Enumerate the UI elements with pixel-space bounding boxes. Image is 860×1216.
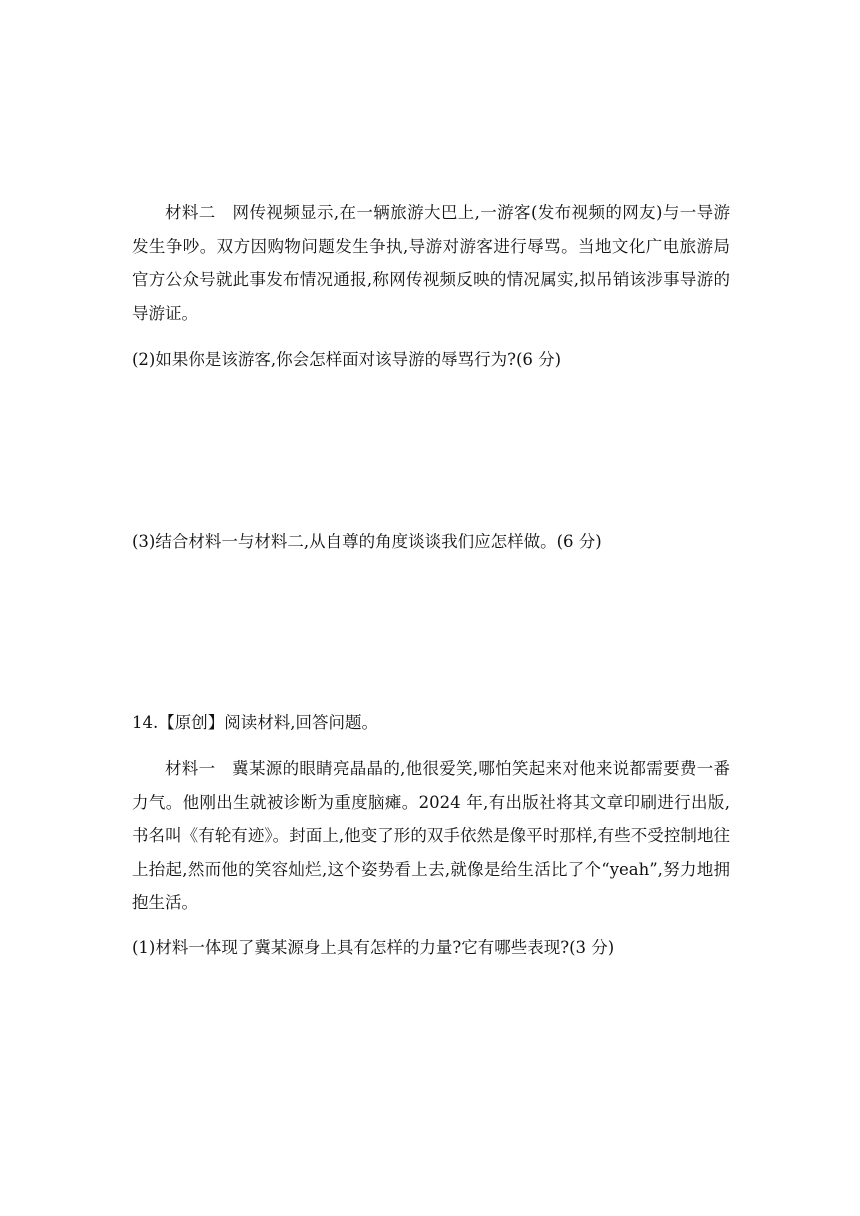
material-one-label: 材料一 — [165, 759, 216, 778]
material-two-text: 网传视频显示,在一辆旅游大巴上,一游客(发布视频的网友)与一导游发生争吵。双方因购物问题发生争执,导游对游客进行辱骂。当地文化广电旅游局官方公众号就此事发布情况通报,称网传视频反映的情况属实,拟吊销该涉事导游的导游证。 — [132, 203, 730, 323]
question-2: (2)如果你是该游客,你会怎样面对该导游的辱骂行为?(6 分) — [132, 350, 562, 369]
question-14-1: (1)材料一体现了冀某源身上具有怎样的力量?它有哪些表现?(3 分) — [132, 938, 615, 957]
material-one-text: 冀某源的眼睛亮晶晶的,他很爱笑,哪怕笑起来对他来说都需要费一番力气。他刚出生就被诊断为重度脑瘫。2024 年,有出版社将其文章印刷进行出版,书名叫《有轮有迹》。封面上,他变了形的双手依然是像平时那样,有些不受控制地往上抬起,然而他的笑容灿烂,这个姿势看上去,就像是给生活比了个“yeah”,努力地拥抱生活。 — [132, 759, 730, 912]
material-two-paragraph — [132, 196, 730, 330]
material-one-paragraph — [132, 752, 730, 920]
question-3: (3)结合材料一与材料二,从自尊的角度谈谈我们应怎样做。(6 分) — [132, 532, 602, 551]
question-14-heading: 14.【原创】阅读材料,回答问题。 — [132, 713, 378, 732]
material-two-label: 材料二 — [165, 203, 216, 222]
